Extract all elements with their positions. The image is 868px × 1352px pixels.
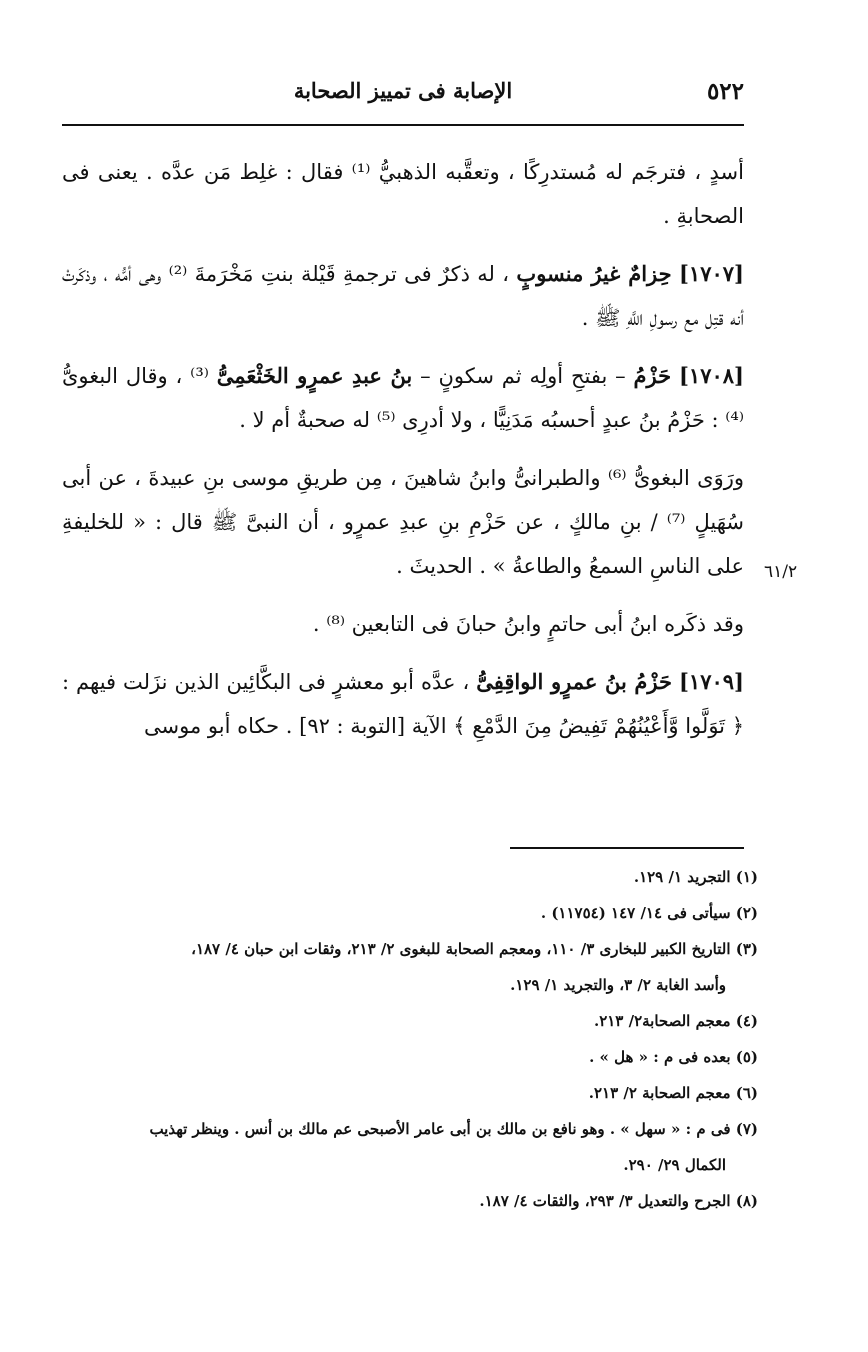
entry-text: ، له ذكرٌ فى ترجمةِ قَيْلة بنتِ مَخْرَمةَ ⁽²⁾ وهى أمُّه ، وذكَرتْ أنه قتِل مع رسولِ اللَّهِ ﷺ . (62, 262, 744, 330)
page-number: ٥٢٢ (706, 78, 744, 105)
footnote: (٧) فى م : « سهل » . وهو نافع بن مالك بن أبى عامر الأصبحى عم مالك بن أنس . وينظر تهذيب (149, 1120, 758, 1138)
page-header (62, 78, 744, 122)
entry-1708 (62, 354, 744, 442)
footnote: (٤) معجم الصحابة٢/ ٢١٣. (593, 1012, 758, 1030)
footnote-continuation: الكمال ٢٩/ ٢٩٠. (623, 1156, 726, 1174)
entry-text: ، عدَّه أبو معشرٍ فى البكَّائِين الذين نزَلت فيهم : ﴿ تَوَلَّوا وَّأَعْيُنُهُمْ تَفِيضُ مِنَ الدَّمْعِ ﴾ الآية [التوبة : ٩٢] . حكاه أبو موسى (62, 670, 744, 738)
footnote-continuation: وأسد الغابة ٢/ ٣، والتجريد ١/ ١٢٩. (510, 976, 726, 994)
main-text (62, 150, 744, 762)
margin-volume-page-note: ٦١/٢ (764, 562, 798, 582)
entry-1707 (62, 252, 744, 340)
paragraph-intro: أسدٍ ، فترجَم له مُستدرِكًا ، وتعقَّبه الذهبيُّ ⁽¹⁾ فقال : غلِط مَن عدَّه . يعنى فى الصحابةِ . (62, 160, 744, 228)
paragraph-narration: ورَوَى البغوىُّ ⁽⁶⁾ والطبرانىُّ وابنُ شاهينَ ، مِن طريقِ موسى بنِ عبيدةَ ، عن أبى سُهَيلٍ ⁽⁷⁾ / بنِ مالكٍ ، عن حَزْمِ بنِ عبدِ عمرٍو ، أن النبىَّ ﷺ قال : « للخليفةِ على الناسِ السمعُ والطاعةُ » . الحديثَ . (62, 466, 744, 578)
entry-1709 (62, 660, 744, 748)
footnote: (٨) الجرح والتعديل ٣/ ٢٩٣، والثقات ٤/ ١٨٧. (479, 1192, 758, 1210)
footnote: (٣) التاريخ الكبير للبخارى ٣/ ١١٠، ومعجم الصحابة للبغوى ٢/ ٢١٣، وثقات ابن حبان ٤/ ١٨٧، (191, 940, 758, 958)
entry-number: [١٧٠٩] (678, 669, 744, 694)
footnote: (٦) معجم الصحابة ٢/ ٢١٣. (588, 1084, 758, 1102)
entry-vocalization: – بفتحِ أولِه ثم سكونٍ – (420, 364, 626, 388)
footnote: (٥) بعده فى م : « هل » . (589, 1048, 758, 1066)
running-title: الإصابة فى تمييز الصحابة (293, 78, 513, 103)
footnote-rule (510, 847, 744, 849)
paragraph-mention: وقد ذكَره ابنُ أبى حاتمٍ وابنُ حبانَ فى التابعين ⁽⁸⁾ . (312, 612, 744, 636)
entry-name: حَزْمُ بنُ عمرٍو الواقِفِىُّ (476, 669, 672, 694)
entry-name-lineage: بنُ عبدِ عمرٍو الخَثْعَمِىُّ (216, 363, 413, 388)
header-rule (62, 124, 744, 126)
footnote: (١) التجريد ١/ ١٢٩. (633, 868, 758, 886)
footnotes (62, 862, 758, 1222)
entry-number: [١٧٠٨] (678, 363, 744, 388)
footnote: (٢) سيأتى فى ١٤/ ١٤٧ (١١٧٥٤) . (540, 904, 758, 922)
entry-name: حَزْمُ (633, 363, 672, 388)
entry-name: حِزامٌ غيرُ منسوبٍ (516, 261, 672, 286)
entry-number: [١٧٠٧] (678, 261, 744, 286)
entry-text: ⁽³⁾ ، وقال البغوىُّ ⁽⁴⁾ : حَزْمُ بنُ عبدٍ أحسبُه مَدَنِيًّا ، ولا أدرِى ⁽⁵⁾ له صحبةٌ أم لا . (62, 364, 744, 432)
